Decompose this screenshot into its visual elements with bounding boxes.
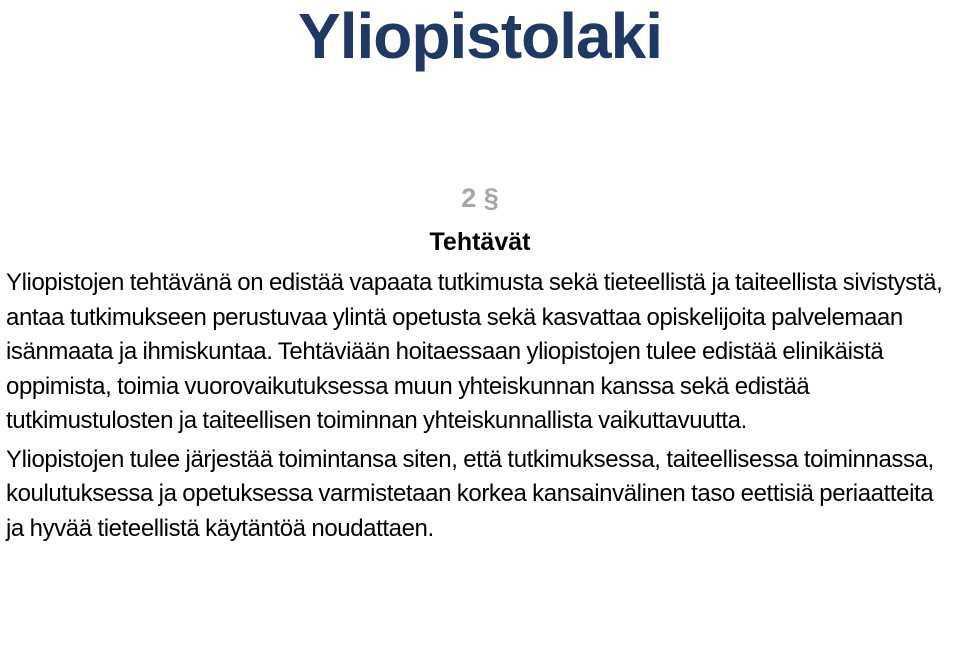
paragraph-1: Yliopistojen tehtävänä on edistää vapaata tutkimusta sekä tieteellistä ja taiteellista sivistystä, antaa tutkimukseen perustuvaa ylintä opetusta sekä kasvattaa opiskelijoita palvelemaan isänmaata ja ihmiskuntaa. Tehtäviään hoitaessaan yliopistojen tulee edistää elinikäistä oppimista, toimia vuorovaikutuksessa muun yhteiskunnan kanssa sekä edistää tutkimustulosten ja taiteellisen toiminnan yhteiskunnallista vaikuttavuutta. <box>6 269 943 434</box>
page-title: Yliopistolaki <box>298 0 662 72</box>
paragraph-2: Yliopistojen tulee järjestää toimintansa siten, että tutkimuksessa, taiteellisessa toiminnassa, koulutuksessa ja opetuksessa varmistetaan korkea kansainvälinen taso eettisiä periaatteita ja hyvää tieteellistä käytäntöä noudattaen. <box>6 445 934 542</box>
section-heading: Tehtävät <box>429 228 531 256</box>
section-number: 2 § <box>461 183 499 213</box>
body-text <box>6 266 954 546</box>
